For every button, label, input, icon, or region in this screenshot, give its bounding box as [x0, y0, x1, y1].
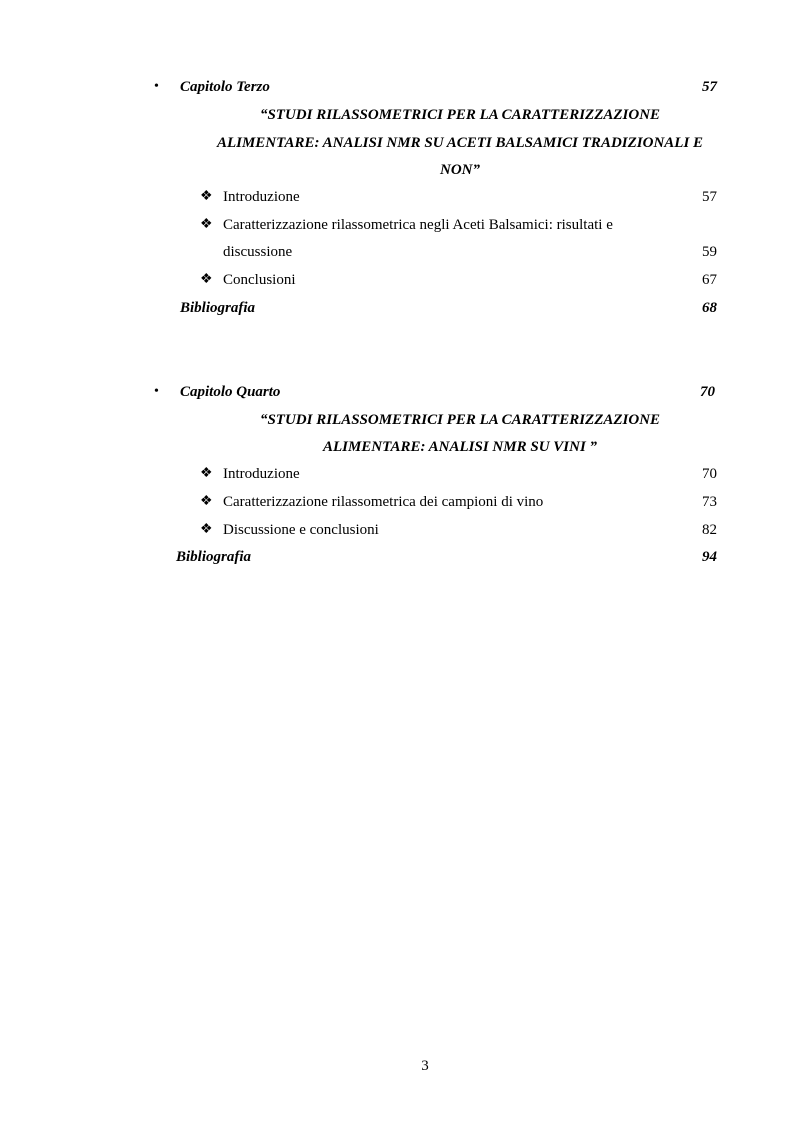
bullet-icon: •	[154, 384, 159, 399]
section-label: Caratterizzazione rilassometrica negli Aceti Balsamici: risultati e	[223, 217, 613, 233]
diamond-bullet-icon: ❖	[200, 494, 213, 509]
section-page: 67	[702, 272, 717, 288]
section-page: 57	[702, 189, 717, 205]
bibliography-label: Bibliografia	[176, 549, 252, 565]
bibliography-page: 94	[702, 549, 717, 565]
section-page: 82	[702, 522, 717, 538]
bibliography-label: Bibliografia	[180, 300, 256, 316]
diamond-bullet-icon: ❖	[200, 272, 213, 287]
chapter-title: Capitolo Terzo	[180, 79, 270, 95]
chapter-subtitle-line: ALIMENTARE: ANALISI NMR SU VINI ”	[322, 439, 598, 455]
diamond-bullet-icon: ❖	[200, 522, 213, 537]
chapter-subtitle-line: ALIMENTARE: ANALISI NMR SU ACETI BALSAMICI TRADIZIONALI E	[216, 135, 704, 151]
diamond-bullet-icon: ❖	[200, 217, 213, 232]
bullet-icon: •	[154, 79, 159, 94]
section-label-continuation: discussione	[223, 244, 293, 260]
chapter-subtitle-line: “STUDI RILASSOMETRICI PER LA CARATTERIZZAZIONE	[259, 107, 661, 123]
section-page: 59	[702, 244, 717, 260]
section-label: Discussione e conclusioni	[223, 522, 379, 538]
section-page: 70	[702, 466, 717, 482]
section-label: Introduzione	[223, 189, 300, 205]
chapter-page: 57	[702, 79, 717, 95]
diamond-bullet-icon: ❖	[200, 466, 213, 481]
chapter-subtitle-line: “STUDI RILASSOMETRICI PER LA CARATTERIZZAZIONE	[259, 412, 661, 428]
section-label: Conclusioni	[223, 272, 296, 288]
chapter-page: 70	[700, 384, 715, 400]
bibliography-page: 68	[702, 300, 717, 316]
diamond-bullet-icon: ❖	[200, 189, 213, 204]
section-label: Caratterizzazione rilassometrica dei campioni di vino	[223, 494, 544, 510]
section-label: Introduzione	[223, 466, 300, 482]
chapter-title: Capitolo Quarto	[180, 384, 281, 400]
chapter-subtitle-line: NON”	[440, 162, 480, 178]
section-page: 73	[702, 494, 717, 510]
page-number: 3	[421, 1058, 429, 1074]
